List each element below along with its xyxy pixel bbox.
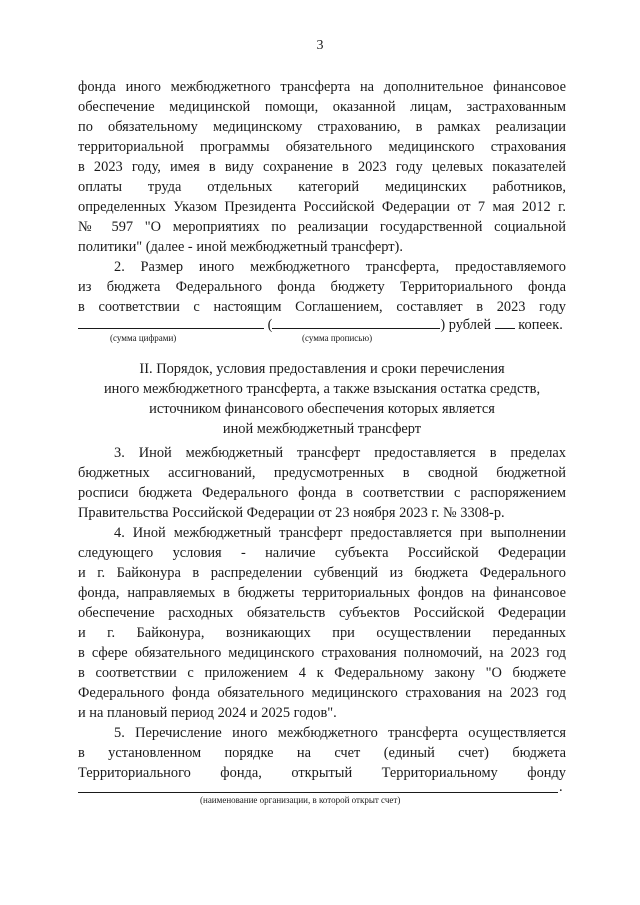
page-number: 3	[316, 38, 324, 53]
text-line: определенных Указом Президента Российской Федерации от 7 мая 2012 г.	[78, 199, 566, 215]
text-line: Территориального фонда, открытый Территориальному фонду	[78, 765, 566, 781]
text-line: из бюджета Федерального фонда бюджету Территориального фонда	[78, 279, 566, 295]
text-line: 5. Перечисление иного межбюджетного трансферта осуществляется	[114, 725, 566, 741]
paragraph-3	[78, 443, 566, 523]
amount-words-field[interactable]	[272, 314, 440, 329]
text-line: и г. Байконура, возникающих при осуществлении переданных	[78, 625, 566, 641]
text-line: Правительства Российской Федерации от 23 ноября 2023 г. № 3308-р.	[78, 505, 505, 521]
period-mark: .	[559, 779, 563, 795]
text-line: фонда, направляемых в бюджеты территориальных фондов на финансовое	[78, 585, 566, 601]
section-heading	[78, 359, 566, 439]
caption-words: (сумма прописью)	[302, 333, 373, 343]
heading-line: иной межбюджетный трансферт	[222, 421, 422, 437]
amount-digits-field[interactable]	[78, 314, 264, 329]
text-line: оплаты труда отдельных категорий медицинских работников,	[78, 179, 566, 195]
organization-name-field[interactable]	[78, 792, 558, 793]
text-line: 2. Размер иного межбюджетного трансферта, предоставляемого	[114, 259, 566, 275]
text-line: в соответствии с приложением 4 к Федеральному закону "О бюджете	[78, 665, 566, 681]
open-paren: (	[267, 317, 273, 333]
kopeck-field[interactable]	[495, 314, 515, 329]
text-line: следующего условия - наличие субъекта Российской Федерации	[78, 545, 566, 561]
amount-line	[78, 314, 566, 334]
caption-organization: (наименование организации, в которой открыт счет)	[200, 795, 401, 805]
paragraph-4	[78, 523, 566, 723]
text-line: 4. Иной межбюджетный трансферт предоставляется при выполнении	[114, 525, 566, 541]
text-line: по обязательному медицинскому страхованию, в рамках реализации	[78, 119, 566, 135]
text-line: в установленном порядке на счет (единый счет) бюджета	[78, 745, 566, 761]
text-line: фонда иного межбюджетного трансферта на дополнительное финансовое	[78, 79, 566, 95]
text-line: обеспечение расходных обязательств субъектов Российской Федерации	[78, 605, 566, 621]
kopeck-label: копеек.	[518, 317, 563, 333]
text-line: и на плановый период 2024 и 2025 годов".	[78, 705, 337, 721]
heading-line: источником финансового обеспечения которых является	[149, 401, 495, 417]
rubles-label: ) рублей	[440, 317, 492, 333]
text-line: и г. Байконура в распределении субвенций из бюджета Федерального	[78, 565, 566, 581]
caption-digits: (сумма цифрами)	[110, 333, 177, 343]
text-line: росписи бюджета Федерального фонда в соответствии с распоряжением	[78, 485, 566, 501]
text-line: политики" (далее - иной межбюджетный трансферт).	[78, 239, 403, 255]
text-line: в сфере обязательного медицинского страхования полномочий, на 2023 год	[78, 645, 566, 661]
text-line: в 2023 году, имея в виду сохранение в 2023 году целевых показателей	[78, 159, 566, 175]
text-line: 3. Иной межбюджетный трансферт предоставляется в пределах	[114, 445, 566, 461]
text-line: № 597 "О мероприятиях по реализации государственной социальной	[78, 219, 566, 235]
paragraph-1	[78, 77, 566, 257]
text-line: бюджетных ассигнований, предусмотренных в сводной бюджетной	[78, 465, 566, 481]
text-line: в соответствии с настоящим Соглашением, составляет в 2023 году	[78, 299, 566, 315]
heading-line: иного межбюджетного трансферта, а также взыскания остатка средств,	[103, 381, 541, 397]
text-line: обеспечение медицинской помощи, оказанной лицам, застрахованным	[78, 99, 566, 115]
text-line: Федерального фонда обязательного медицинского страхования на 2023 год	[78, 685, 566, 701]
paragraph-5	[78, 723, 566, 783]
paragraph-2	[78, 257, 566, 317]
heading-line: II. Порядок, условия предоставления и сроки перечисления	[139, 361, 505, 377]
text-line: территориальной программы обязательного медицинского страхования	[78, 139, 566, 155]
